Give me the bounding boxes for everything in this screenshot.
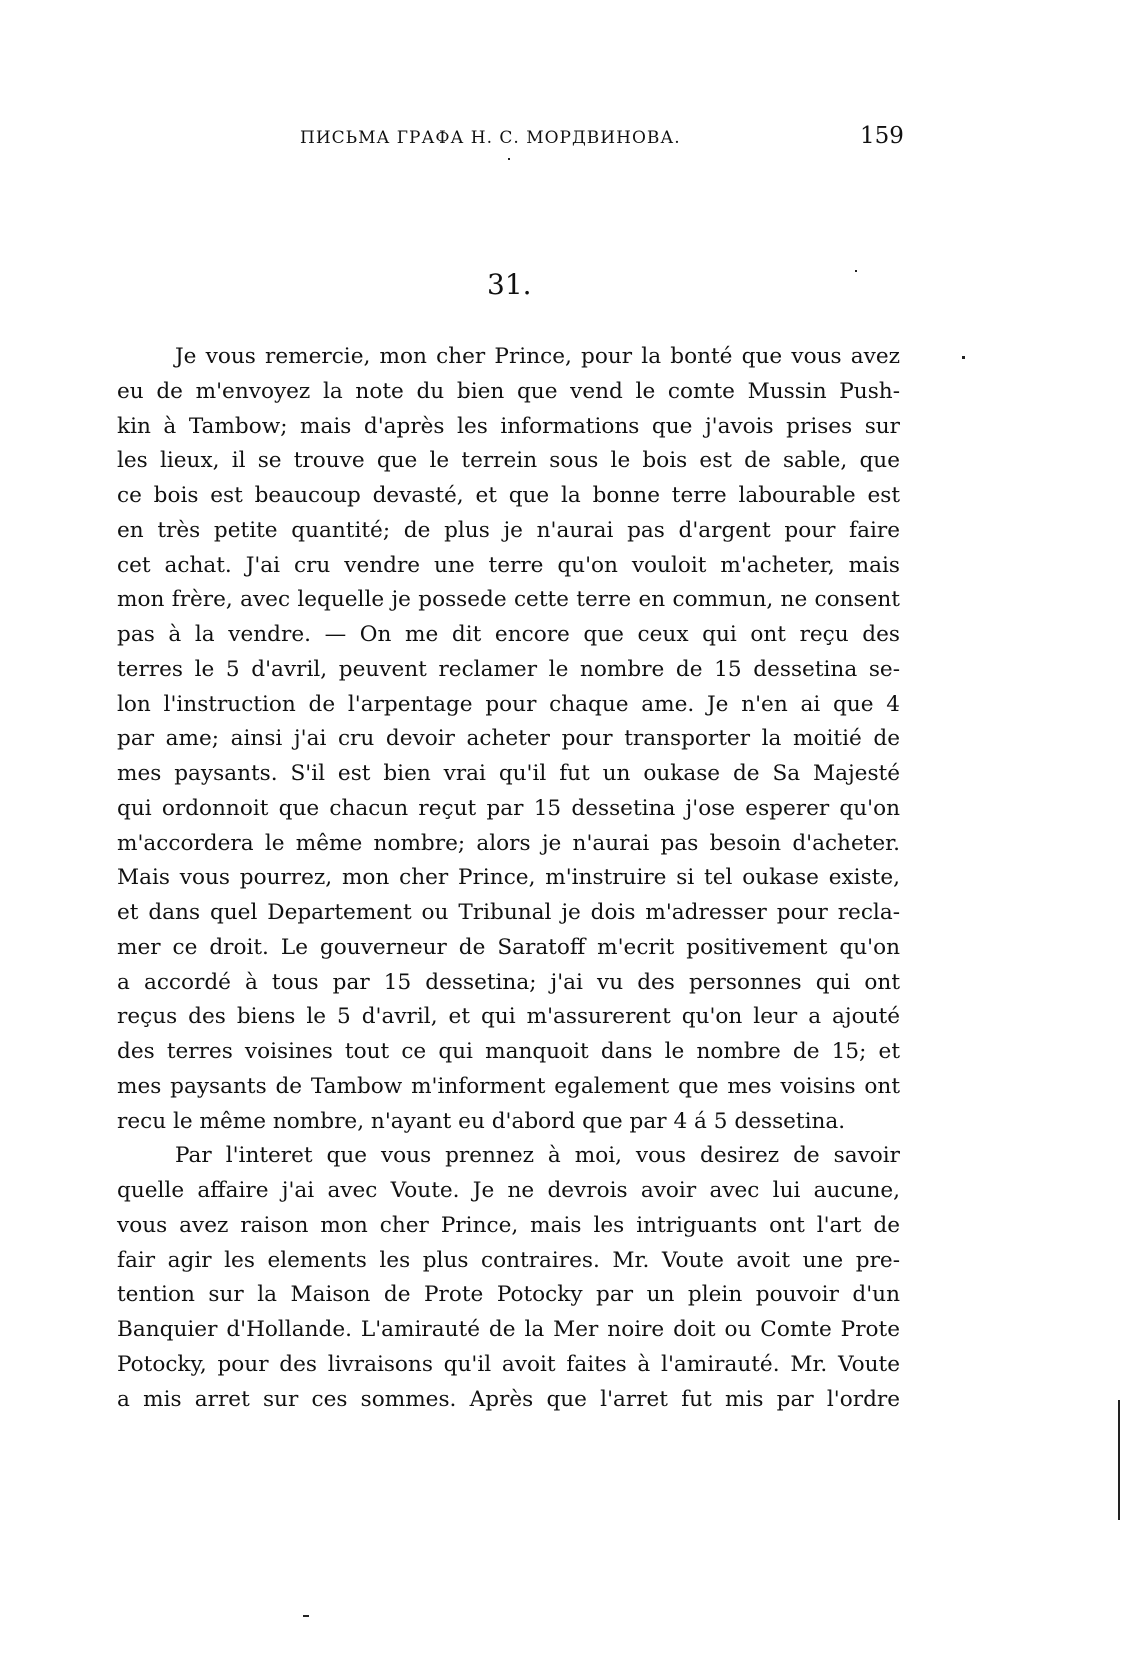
scan-speck xyxy=(508,158,510,160)
text-line: les lieux, il se trouve que le terrein sous le bois est de sable, que xyxy=(117,448,900,474)
text-line: reçus des biens le 5 d'avril, et qui m'assurerent qu'on leur a ajouté xyxy=(117,1004,900,1030)
text-line: mon frère, avec lequelle je possede cette terre en commun, ne consent xyxy=(117,587,900,613)
scan-speck xyxy=(962,356,965,359)
text-line: ce bois est beaucoup devasté, et que la bonne terre labourable est xyxy=(117,483,900,508)
text-line: eu de m'envoyez la note du bien que vend le comte Mussin Push- xyxy=(117,378,900,404)
margin-rule xyxy=(1118,1400,1120,1520)
page-number: 159 xyxy=(860,123,904,149)
text-line: a mis arret sur ces sommes. Après que l'arret fut mis par l'ordre xyxy=(117,1386,900,1412)
scan-speck xyxy=(303,1615,309,1617)
text-line: par ame; ainsi j'ai cru devoir acheter pour transporter la moitié de xyxy=(117,726,900,752)
text-line: pas à la vendre. — On me dit encore que ceux qui ont reçu des xyxy=(117,622,900,647)
text-line: qui ordonnoit que chacun reçut par 15 dessetina j'ose esperer qu'on xyxy=(117,795,900,821)
text-line: Mais vous pourrez, mon cher Prince, m'instruire si tel oukase existe, xyxy=(117,865,900,891)
text-line: mes paysants. S'il est bien vrai qu'il fut un oukase de Sa Majesté xyxy=(117,761,900,786)
running-header: ПИСЬМА ГРАФА Н. С. МОРДВИНОВА. xyxy=(300,128,681,148)
text-line: Potocky, pour des livraisons qu'il avoit faites à l'amirauté. Mr. Voute xyxy=(117,1351,900,1377)
text-line: mer ce droit. Le gouverneur de Saratoff m'ecrit positivement qu'on xyxy=(117,934,900,960)
scan-speck xyxy=(855,270,857,272)
text-line: a accordé à tous par 15 dessetina; j'ai vu des personnes qui ont xyxy=(117,969,900,995)
text-line: mes paysants de Tambow m'informent egalement que mes voisins ont xyxy=(117,1073,900,1099)
text-line: tention sur la Maison de Prote Potocky par un plein pouvoir d'un xyxy=(117,1282,900,1308)
text-line: vous avez raison mon cher Prince, mais les intriguants ont l'art de xyxy=(117,1212,900,1238)
text-line: en très petite quantité; de plus je n'aurai pas d'argent pour faire xyxy=(117,517,900,543)
text-line: recu le même nombre, n'ayant eu d'abord que par 4 á 5 dessetina. xyxy=(117,1108,846,1134)
text-line: kin à Tambow; mais d'après les informations que j'avois prises sur xyxy=(117,413,900,439)
text-line: Je vous remercie, mon cher Prince, pour la bonté que vous avez xyxy=(175,344,900,369)
text-line: Par l'interet que vous prennez à moi, vous desirez de savoir xyxy=(175,1143,900,1169)
letter-body xyxy=(117,340,900,1417)
letter-number: 31. xyxy=(487,268,532,301)
text-line: Banquier d'Hollande. L'amirauté de la Mer noire doit ou Comte Prote xyxy=(117,1317,900,1342)
text-line: des terres voisines tout ce qui manquoit dans le nombre de 15; et xyxy=(117,1039,900,1064)
text-line: lon l'instruction de l'arpentage pour chaque ame. Je n'en ai que 4 xyxy=(117,691,900,717)
text-line: terres le 5 d'avril, peuvent reclamer le nombre de 15 dessetina se- xyxy=(117,656,900,682)
text-line: quelle affaire j'ai avec Voute. Je ne devrois avoir avec lui aucune, xyxy=(117,1178,900,1203)
text-line: et dans quel Departement ou Tribunal je dois m'adresser pour recla- xyxy=(117,900,900,925)
text-line: m'accordera le même nombre; alors je n'aurai pas besoin d'acheter. xyxy=(117,830,900,856)
text-line: cet achat. J'ai cru vendre une terre qu'on vouloit m'acheter, mais xyxy=(117,552,900,578)
text-line: fair agir les elements les plus contraires. Mr. Voute avoit une pre- xyxy=(117,1247,900,1273)
